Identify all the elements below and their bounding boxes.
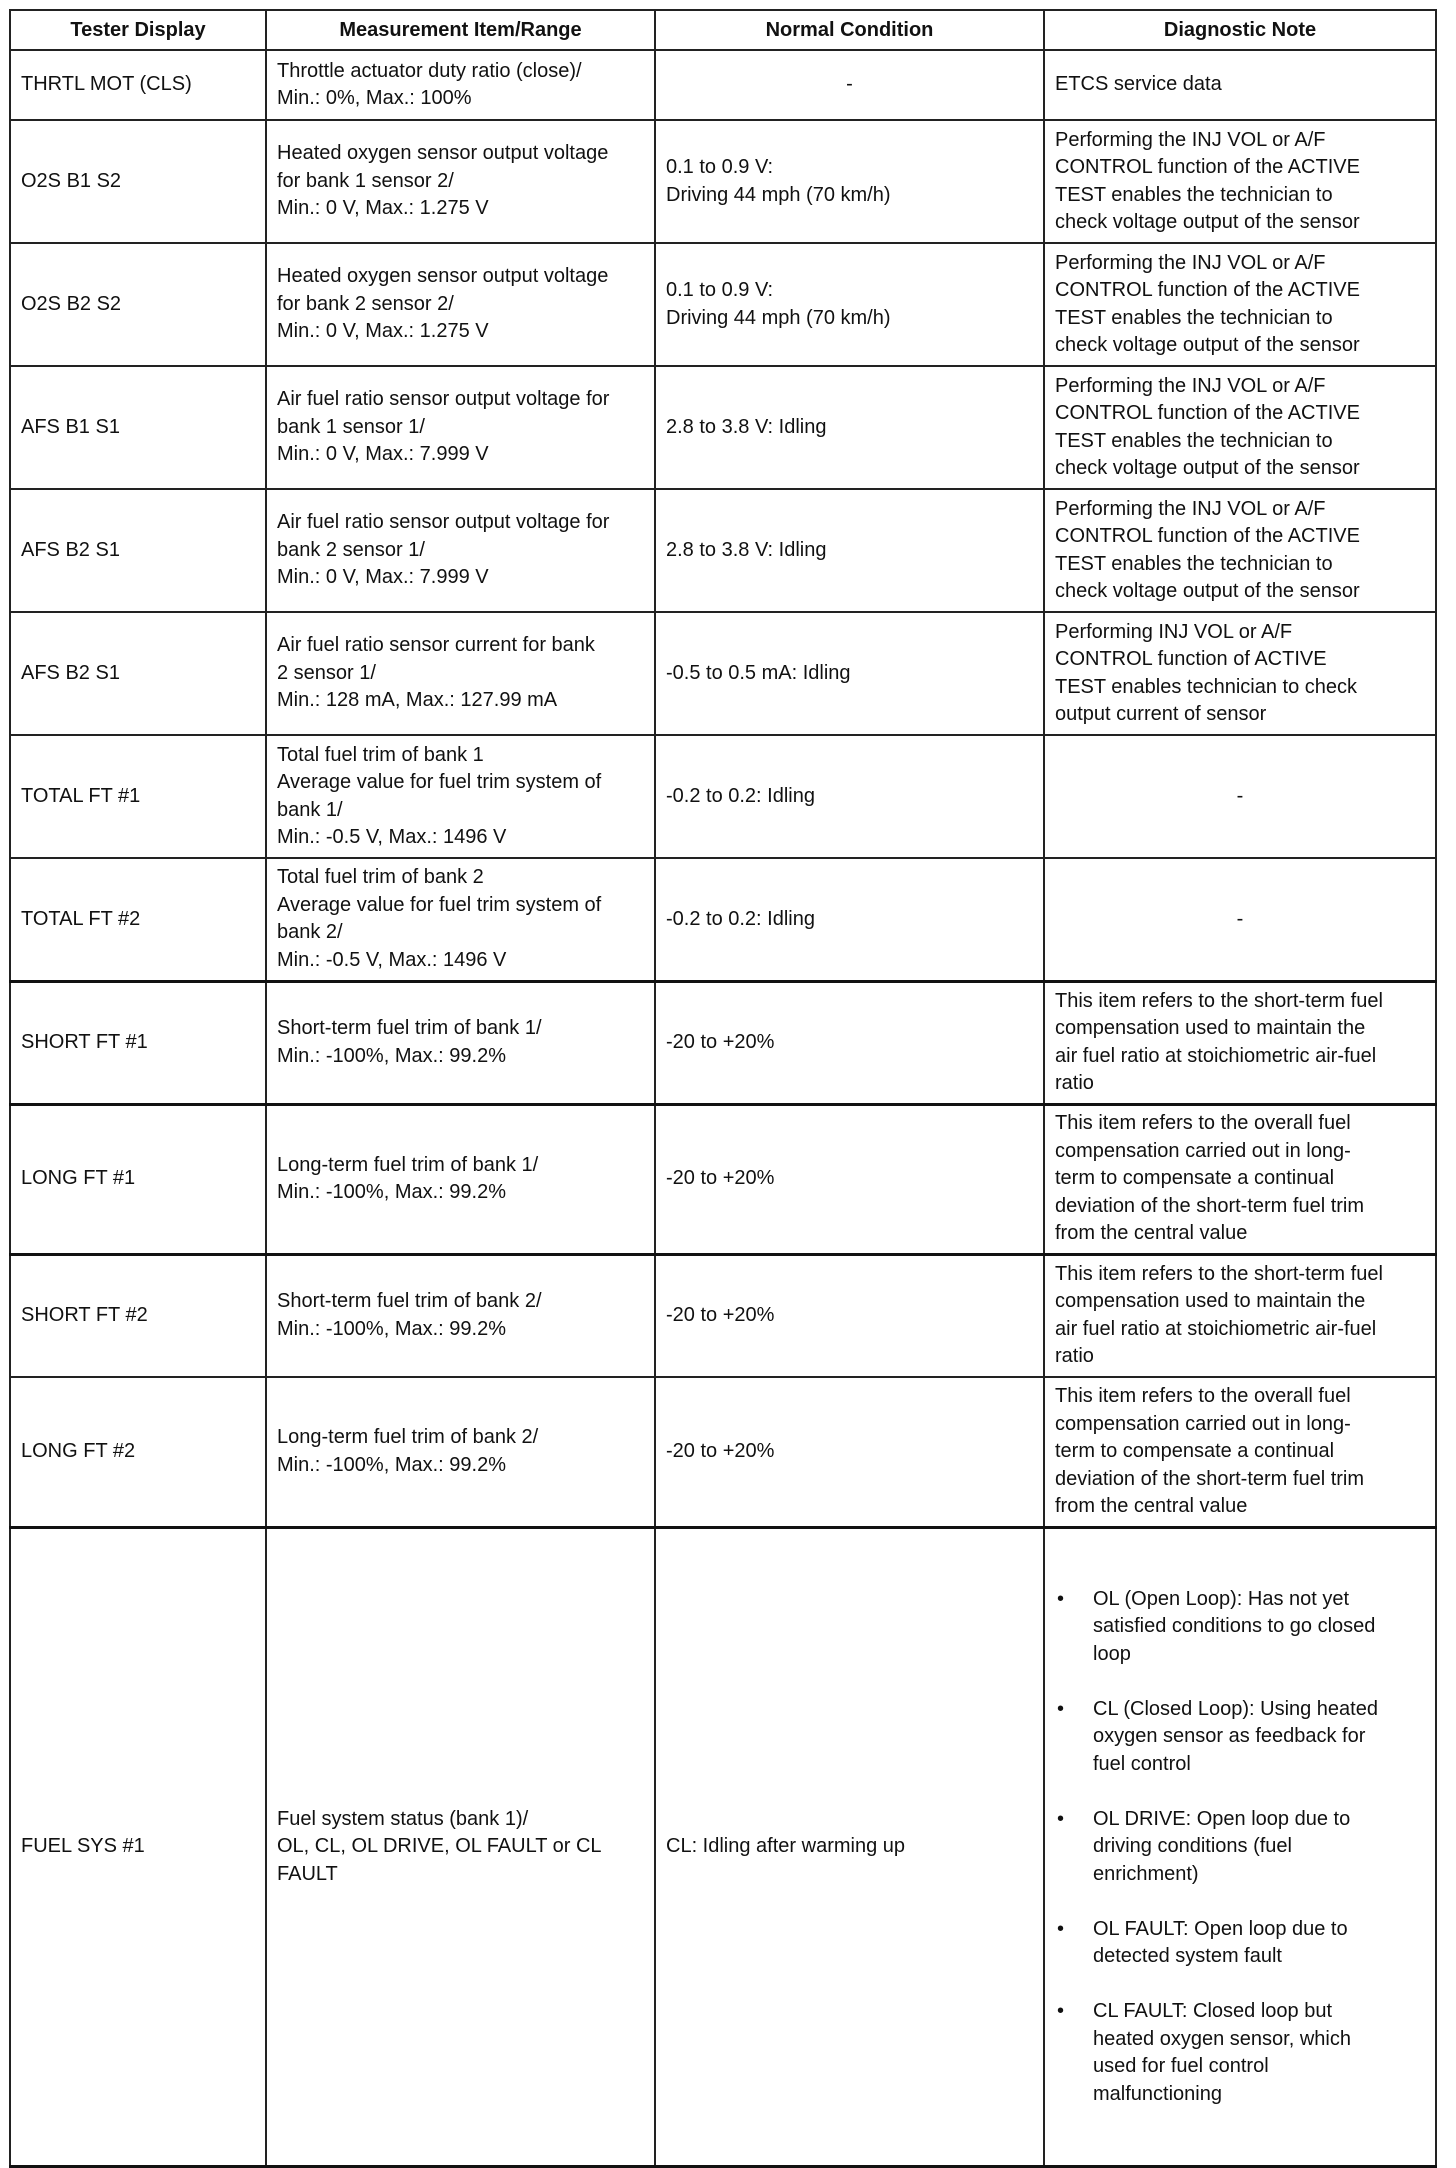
cell-display: SHORT FT #2	[10, 1254, 266, 1377]
cell-display: THRTL MOT (CLS)	[10, 50, 266, 120]
cell-normal: -20 to +20%	[655, 1104, 1044, 1254]
cell-normal: -20 to +20%	[655, 1254, 1044, 1377]
cell-note: Performing INJ VOL or A/F CONTROL function of ACTIVE TEST enables technician to check output current of sensor	[1044, 612, 1436, 735]
cell-normal: 2.8 to 3.8 V: Idling	[655, 366, 1044, 489]
cell-note: ETCS service data	[1044, 50, 1436, 120]
list-item-text: OL (Open Loop): Has not yet satisfied conditions to go closed loop	[1093, 1587, 1376, 1665]
bullet: •	[1057, 2000, 1065, 2022]
bullet: •	[1057, 1917, 1065, 1940]
list-item-text: CL FAULT: Closed loop but heated oxygen sensor, which used for fuel control malfunctioning	[1093, 2000, 1351, 2105]
cell-measurement: Total fuel trim of bank 1 Average value for fuel trim system of bank 1/ Min.: -0.5 V, Max.: 1496 V	[266, 735, 655, 858]
table-row	[10, 858, 1436, 981]
cell-measurement: Fuel system status (bank 1)/ OL, CL, OL DRIVE, OL FAULT or CL FAULT	[266, 1527, 655, 2167]
table-row	[10, 981, 1436, 1104]
cell-display: TOTAL FT #2	[10, 858, 266, 981]
cell-measurement: Heated oxygen sensor output voltage for bank 2 sensor 2/ Min.: 0 V, Max.: 1.275 V	[266, 243, 655, 366]
list-item-text: OL DRIVE: Open loop due to driving conditions (fuel enrichment)	[1093, 1807, 1351, 1885]
cell-measurement: Long-term fuel trim of bank 1/ Min.: -100%, Max.: 99.2%	[266, 1104, 655, 1254]
list-item	[1055, 1916, 1425, 1971]
cell-note	[1044, 1527, 1436, 2167]
list-item	[1055, 1998, 1425, 2108]
cell-normal: -0.5 to 0.5 mA: Idling	[655, 612, 1044, 735]
cell-display: AFS B1 S1	[10, 366, 266, 489]
table-row	[10, 1254, 1436, 1377]
list-item-text: CL (Closed Loop): Using heated oxygen sensor as feedback for fuel control	[1093, 1697, 1378, 1775]
header-measurement-item: Measurement Item/Range	[266, 10, 655, 50]
cell-normal: 2.8 to 3.8 V: Idling	[655, 489, 1044, 612]
data-list-table	[9, 9, 1437, 2168]
fuel-status-list	[1055, 1558, 1425, 2136]
bullet: •	[1057, 1697, 1065, 1720]
table-row	[10, 120, 1436, 243]
cell-display: LONG FT #2	[10, 1377, 266, 1527]
cell-measurement: Air fuel ratio sensor current for bank 2 sensor 1/ Min.: 128 mA, Max.: 127.99 mA	[266, 612, 655, 735]
cell-display: AFS B2 S1	[10, 489, 266, 612]
cell-note: Performing the INJ VOL or A/F CONTROL function of the ACTIVE TEST enables the technician to check voltage output of the sensor	[1044, 489, 1436, 612]
table-row	[10, 243, 1436, 366]
list-item	[1055, 1696, 1425, 1779]
cell-measurement: Air fuel ratio sensor output voltage for bank 1 sensor 1/ Min.: 0 V, Max.: 7.999 V	[266, 366, 655, 489]
cell-measurement: Total fuel trim of bank 2 Average value for fuel trim system of bank 2/ Min.: -0.5 V, Max.: 1496 V	[266, 858, 655, 981]
cell-measurement: Short-term fuel trim of bank 1/ Min.: -100%, Max.: 99.2%	[266, 981, 655, 1104]
header-diagnostic-note: Diagnostic Note	[1044, 10, 1436, 50]
table-row	[10, 489, 1436, 612]
cell-normal: -20 to +20%	[655, 1377, 1044, 1527]
cell-display: AFS B2 S1	[10, 612, 266, 735]
table-row-fuel-sys	[10, 1527, 1436, 2167]
header-normal-condition: Normal Condition	[655, 10, 1044, 50]
cell-normal: -20 to +20%	[655, 981, 1044, 1104]
cell-note: This item refers to the overall fuel compensation carried out in long- term to compensate a continual deviation of the short-term fuel trim from the central value	[1044, 1377, 1436, 1527]
header-tester-display: Tester Display	[10, 10, 266, 50]
cell-note: This item refers to the overall fuel compensation carried out in long- term to compensate a continual deviation of the short-term fuel trim from the central value	[1044, 1104, 1436, 1254]
cell-note: Performing the INJ VOL or A/F CONTROL function of the ACTIVE TEST enables the technician to check voltage output of the sensor	[1044, 120, 1436, 243]
table-row	[10, 735, 1436, 858]
cell-note: This item refers to the short-term fuel compensation used to maintain the air fuel ratio at stoichiometric air-fuel ratio	[1044, 981, 1436, 1104]
cell-display: LONG FT #1	[10, 1104, 266, 1254]
cell-normal: 0.1 to 0.9 V: Driving 44 mph (70 km/h)	[655, 243, 1044, 366]
bullet: •	[1057, 1587, 1065, 1610]
cell-measurement: Throttle actuator duty ratio (close)/ Min.: 0%, Max.: 100%	[266, 50, 655, 120]
cell-display: FUEL SYS #1	[10, 1527, 266, 2167]
cell-note: -	[1044, 858, 1436, 981]
cell-normal: -	[655, 50, 1044, 120]
table-row	[10, 1104, 1436, 1254]
cell-display: O2S B2 S2	[10, 243, 266, 366]
cell-display: SHORT FT #1	[10, 981, 266, 1104]
cell-measurement: Short-term fuel trim of bank 2/ Min.: -100%, Max.: 99.2%	[266, 1254, 655, 1377]
table-header-row	[10, 10, 1436, 50]
cell-measurement: Air fuel ratio sensor output voltage for bank 2 sensor 1/ Min.: 0 V, Max.: 7.999 V	[266, 489, 655, 612]
cell-measurement: Heated oxygen sensor output voltage for bank 1 sensor 2/ Min.: 0 V, Max.: 1.275 V	[266, 120, 655, 243]
list-item	[1055, 1806, 1425, 1889]
cell-display: O2S B1 S2	[10, 120, 266, 243]
cell-note: Performing the INJ VOL or A/F CONTROL function of the ACTIVE TEST enables the technician to check voltage output of the sensor	[1044, 243, 1436, 366]
cell-display: TOTAL FT #1	[10, 735, 266, 858]
cell-measurement: Long-term fuel trim of bank 2/ Min.: -100%, Max.: 99.2%	[266, 1377, 655, 1527]
table-row	[10, 366, 1436, 489]
table-row	[10, 612, 1436, 735]
table-row	[10, 50, 1436, 120]
cell-note: Performing the INJ VOL or A/F CONTROL function of the ACTIVE TEST enables the technician to check voltage output of the sensor	[1044, 366, 1436, 489]
cell-note: -	[1044, 735, 1436, 858]
list-item	[1055, 1586, 1425, 1669]
list-item-text: OL FAULT: Open loop due to detected system fault	[1093, 1917, 1348, 1967]
cell-normal: -0.2 to 0.2: Idling	[655, 858, 1044, 981]
cell-normal: CL: Idling after warming up	[655, 1527, 1044, 2167]
table-row	[10, 1377, 1436, 1527]
cell-normal: -0.2 to 0.2: Idling	[655, 735, 1044, 858]
cell-note: This item refers to the short-term fuel compensation used to maintain the air fuel ratio at stoichiometric air-fuel ratio	[1044, 1254, 1436, 1377]
bullet: •	[1057, 1807, 1065, 1830]
diagnostic-table-page	[9, 9, 1435, 2168]
cell-normal: 0.1 to 0.9 V: Driving 44 mph (70 km/h)	[655, 120, 1044, 243]
